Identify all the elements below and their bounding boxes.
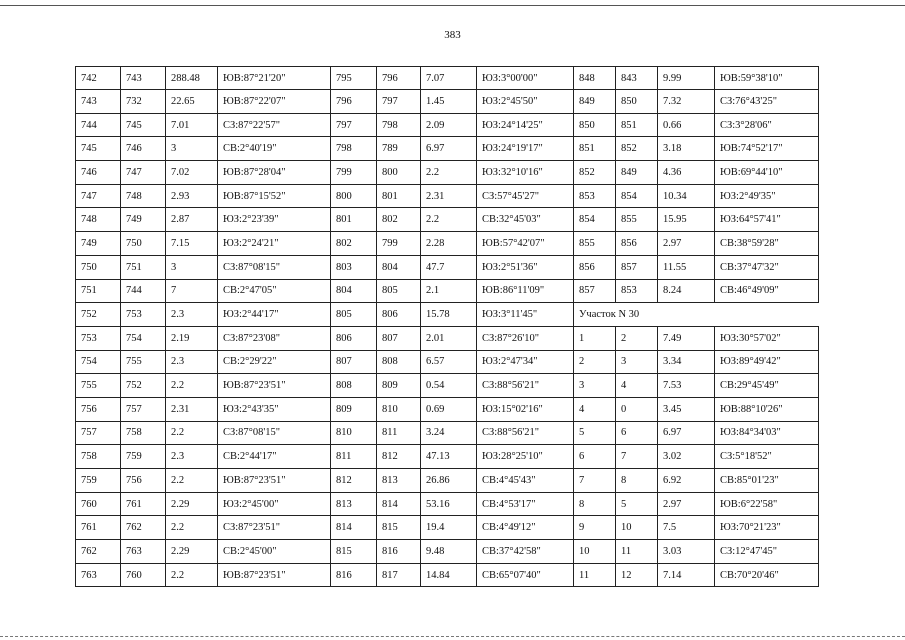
table-cell: 10 <box>574 540 616 564</box>
table-cell: 3 <box>616 350 658 374</box>
table-cell: 743 <box>121 67 166 90</box>
page-bottom-edge <box>0 636 905 637</box>
table-cell: 843 <box>616 67 658 90</box>
table-cell: ЮВ:87°23'51" <box>218 469 331 493</box>
table-cell: 803 <box>331 255 377 279</box>
table-cell: 4.36 <box>658 161 715 185</box>
table-cell: ЮЗ:15°02'16" <box>477 397 574 421</box>
table-cell: 47.13 <box>421 445 477 469</box>
table-cell: 749 <box>76 232 121 256</box>
table-cell: 759 <box>76 469 121 493</box>
table-cell: 812 <box>377 445 421 469</box>
table-cell: 2.2 <box>421 161 477 185</box>
table-cell: 796 <box>331 90 377 114</box>
survey-coordinates-table <box>75 66 819 587</box>
table-cell: 752 <box>76 303 121 327</box>
table-cell: 0.54 <box>421 374 477 398</box>
table-cell: СВ:2°44'17" <box>218 445 331 469</box>
table-cell: СВ:2°45'00" <box>218 540 331 564</box>
table-row <box>76 255 819 279</box>
table-cell: 854 <box>574 208 616 232</box>
table-cell: 763 <box>121 540 166 564</box>
table-cell: 852 <box>574 161 616 185</box>
table-cell: 804 <box>377 255 421 279</box>
table-cell: 814 <box>331 516 377 540</box>
table-cell: ЮЗ:2°47'34" <box>477 350 574 374</box>
table-cell: 811 <box>377 421 421 445</box>
table-cell: 816 <box>377 540 421 564</box>
table-cell: 802 <box>377 208 421 232</box>
table-cell: 2.01 <box>421 326 477 350</box>
table-cell: 850 <box>616 90 658 114</box>
table-cell: 3.03 <box>658 540 715 564</box>
table-cell: СЗ:88°56'21" <box>477 421 574 445</box>
table-cell: СВ:29°45'49" <box>715 374 819 398</box>
table-cell: 798 <box>377 113 421 137</box>
table-cell: 7.01 <box>166 113 218 137</box>
table-cell: 3 <box>574 374 616 398</box>
table-cell: ЮВ:6°22'58" <box>715 492 819 516</box>
table-cell: 808 <box>331 374 377 398</box>
table-cell: 5 <box>616 492 658 516</box>
table-cell: ЮВ:87°21'20" <box>218 67 331 90</box>
table-cell: 2.3 <box>166 350 218 374</box>
table-cell: 798 <box>331 137 377 161</box>
table-row <box>76 113 819 137</box>
table-cell: 757 <box>121 397 166 421</box>
table-cell: 809 <box>377 374 421 398</box>
table-cell: 801 <box>377 184 421 208</box>
table-cell: 754 <box>121 326 166 350</box>
table-cell: СЗ:87°23'08" <box>218 326 331 350</box>
table-cell: 7.32 <box>658 90 715 114</box>
table-cell: ЮВ:69°44'10" <box>715 161 819 185</box>
table-cell: 805 <box>331 303 377 327</box>
table-cell: 855 <box>616 208 658 232</box>
table-cell: ЮЗ:28°25'10" <box>477 445 574 469</box>
table-cell: 2.2 <box>166 516 218 540</box>
table-cell: 3.45 <box>658 397 715 421</box>
table-cell: ЮВ:87°28'04" <box>218 161 331 185</box>
table-cell: 797 <box>331 113 377 137</box>
table-row <box>76 279 819 303</box>
table-row <box>76 303 819 327</box>
table-cell: 2.31 <box>166 397 218 421</box>
table-cell: СВ:37°42'58" <box>477 540 574 564</box>
table-cell: 762 <box>121 516 166 540</box>
table-cell: ЮВ:74°52'17" <box>715 137 819 161</box>
table-cell: ЮЗ:2°51'36" <box>477 255 574 279</box>
table-cell: 751 <box>121 255 166 279</box>
table-cell: 856 <box>574 255 616 279</box>
table-cell: 10 <box>616 516 658 540</box>
table-cell: 761 <box>121 492 166 516</box>
table-cell: 8 <box>616 469 658 493</box>
table-cell: СВ:38°59'28" <box>715 232 819 256</box>
table-cell: 742 <box>76 67 121 90</box>
table-cell: 7.53 <box>658 374 715 398</box>
table-cell: СЗ:87°26'10" <box>477 326 574 350</box>
table-cell: 807 <box>331 350 377 374</box>
table-cell: СВ:2°40'19" <box>218 137 331 161</box>
table-cell: 2.28 <box>421 232 477 256</box>
table-row <box>76 67 819 90</box>
table-cell: СВ:46°49'09" <box>715 279 819 303</box>
table-cell: 19.4 <box>421 516 477 540</box>
table-cell: 2.3 <box>166 303 218 327</box>
table-cell: 53.16 <box>421 492 477 516</box>
table-cell: 749 <box>121 208 166 232</box>
table-cell: СВ:2°47'05" <box>218 279 331 303</box>
table-cell: 857 <box>616 255 658 279</box>
table-cell: 758 <box>76 445 121 469</box>
table-row <box>76 208 819 232</box>
table-cell: 747 <box>76 184 121 208</box>
table-cell: 748 <box>76 208 121 232</box>
table-cell: 6 <box>616 421 658 445</box>
table-cell: ЮВ:87°23'51" <box>218 563 331 587</box>
table-cell: ЮЗ:24°14'25" <box>477 113 574 137</box>
table-cell: ЮЗ:2°24'21" <box>218 232 331 256</box>
table-cell: СЗ:76°43'25" <box>715 90 819 114</box>
table-cell: 1.45 <box>421 90 477 114</box>
table-cell: ЮЗ:89°49'42" <box>715 350 819 374</box>
table-cell: 6.97 <box>658 421 715 445</box>
table-cell: 808 <box>377 350 421 374</box>
table-cell: 796 <box>377 67 421 90</box>
table-cell: СВ:4°49'12" <box>477 516 574 540</box>
table-cell: 2 <box>574 350 616 374</box>
table-cell: 746 <box>121 137 166 161</box>
table-cell: ЮЗ:3°11'45" <box>477 303 574 327</box>
table-cell: 9.99 <box>658 67 715 90</box>
table-cell: СЗ:5°18'52" <box>715 445 819 469</box>
table-cell: СЗ:87°23'51" <box>218 516 331 540</box>
table-cell: 14.84 <box>421 563 477 587</box>
table-cell: 2 <box>616 326 658 350</box>
table-cell: ЮЗ:24°19'17" <box>477 137 574 161</box>
table-cell: ЮЗ:64°57'41" <box>715 208 819 232</box>
table-cell: 815 <box>331 540 377 564</box>
table-cell: 757 <box>76 421 121 445</box>
table-cell: СВ:85°01'23" <box>715 469 819 493</box>
table-cell: 856 <box>616 232 658 256</box>
table-cell: 758 <box>121 421 166 445</box>
table-row <box>76 184 819 208</box>
table-cell: ЮВ:87°23'51" <box>218 374 331 398</box>
table-cell: СВ:32°45'03" <box>477 208 574 232</box>
table-cell: 751 <box>76 279 121 303</box>
table-cell: СЗ:88°56'21" <box>477 374 574 398</box>
table-cell: 800 <box>331 184 377 208</box>
table-cell: 1 <box>574 326 616 350</box>
table-cell: 7.02 <box>166 161 218 185</box>
table-cell: СВ:65°07'40" <box>477 563 574 587</box>
table-cell: СВ:70°20'46" <box>715 563 819 587</box>
table-cell: 6.57 <box>421 350 477 374</box>
table-cell: 753 <box>121 303 166 327</box>
table-cell: 848 <box>574 67 616 90</box>
table-cell: 11 <box>616 540 658 564</box>
table-cell: 802 <box>331 232 377 256</box>
table-cell: 10.34 <box>658 184 715 208</box>
table-cell: 3.02 <box>658 445 715 469</box>
table-cell: 2.87 <box>166 208 218 232</box>
table-cell: ЮЗ:84°34'03" <box>715 421 819 445</box>
table-cell: 7.07 <box>421 67 477 90</box>
table-cell: 2.2 <box>166 374 218 398</box>
table-cell: 746 <box>76 161 121 185</box>
table-cell: 7.14 <box>658 563 715 587</box>
table-cell: ЮЗ:30°57'02" <box>715 326 819 350</box>
table-cell: 814 <box>377 492 421 516</box>
table-cell: 799 <box>331 161 377 185</box>
table-cell: 11 <box>574 563 616 587</box>
table-cell: СВ:37°47'32" <box>715 255 819 279</box>
table-cell: 756 <box>76 397 121 421</box>
table-cell: 2.2 <box>166 421 218 445</box>
table-cell: 2.19 <box>166 326 218 350</box>
table-cell: 744 <box>76 113 121 137</box>
table-cell: 804 <box>331 279 377 303</box>
table-cell: 2.97 <box>658 492 715 516</box>
table-cell: 797 <box>377 90 421 114</box>
section-heading: Участок N 30 <box>579 309 640 321</box>
table-cell: 7.5 <box>658 516 715 540</box>
table-cell: СВ:2°29'22" <box>218 350 331 374</box>
table-cell: 2.09 <box>421 113 477 137</box>
table-cell: 2.3 <box>166 445 218 469</box>
table-cell: 8.24 <box>658 279 715 303</box>
table-cell: 850 <box>574 113 616 137</box>
table-cell: 806 <box>377 303 421 327</box>
table-cell: 853 <box>574 184 616 208</box>
table-cell: 4 <box>574 397 616 421</box>
table-cell: ЮВ:87°15'52" <box>218 184 331 208</box>
table-cell: ЮЗ:2°23'39" <box>218 208 331 232</box>
table-cell: 795 <box>331 67 377 90</box>
table-cell: 855 <box>574 232 616 256</box>
table-row <box>76 492 819 516</box>
table-cell: 15.78 <box>421 303 477 327</box>
table-cell: 755 <box>76 374 121 398</box>
table-cell: 755 <box>121 350 166 374</box>
table-cell: 805 <box>377 279 421 303</box>
table-cell: 806 <box>331 326 377 350</box>
table-cell: 47.7 <box>421 255 477 279</box>
table-cell: ЮЗ:32°10'16" <box>477 161 574 185</box>
table-cell: 7 <box>166 279 218 303</box>
table-cell: СЗ:12°47'45" <box>715 540 819 564</box>
table-cell: 2.29 <box>166 540 218 564</box>
table-cell: 851 <box>616 113 658 137</box>
page-number: 383 <box>444 29 461 41</box>
table-cell: 7 <box>616 445 658 469</box>
table-cell: 732 <box>121 90 166 114</box>
table-cell: 12 <box>616 563 658 587</box>
table-cell: 4 <box>616 374 658 398</box>
table-cell: 754 <box>76 350 121 374</box>
table-row <box>76 516 819 540</box>
table-row <box>76 469 819 493</box>
table-cell: 816 <box>331 563 377 587</box>
table-cell: 752 <box>121 374 166 398</box>
table-row <box>76 397 819 421</box>
table-row <box>76 421 819 445</box>
table-cell: 854 <box>616 184 658 208</box>
table-cell: 2.2 <box>421 208 477 232</box>
table-cell: 811 <box>331 445 377 469</box>
table-cell: 2.31 <box>421 184 477 208</box>
table-cell: 760 <box>121 563 166 587</box>
table-cell: ЮЗ:2°45'50" <box>477 90 574 114</box>
table-cell: 3 <box>166 137 218 161</box>
table-cell: 813 <box>377 469 421 493</box>
table-cell: 2.2 <box>166 563 218 587</box>
table-cell: 761 <box>76 516 121 540</box>
table-cell: 849 <box>574 90 616 114</box>
table-cell: 0 <box>616 397 658 421</box>
table-cell: СЗ:87°08'15" <box>218 421 331 445</box>
table-cell: СЗ:57°45'27" <box>477 184 574 208</box>
table-cell: 7.49 <box>658 326 715 350</box>
page-top-edge <box>0 5 905 6</box>
table-row <box>76 90 819 114</box>
table-cell: 26.86 <box>421 469 477 493</box>
table-cell: СЗ:87°08'15" <box>218 255 331 279</box>
table-cell: 812 <box>331 469 377 493</box>
table-cell: ЮВ:87°22'07" <box>218 90 331 114</box>
table-row <box>76 161 819 185</box>
table-cell: 11.55 <box>658 255 715 279</box>
table-cell: 813 <box>331 492 377 516</box>
table-cell: 7.15 <box>166 232 218 256</box>
table-cell: 0.69 <box>421 397 477 421</box>
table-cell: 2.2 <box>166 469 218 493</box>
table-cell: СВ:4°45'43" <box>477 469 574 493</box>
table-cell: ЮЗ:3°00'00" <box>477 67 574 90</box>
table-cell: 3.34 <box>658 350 715 374</box>
table-cell: ЮЗ:2°43'35" <box>218 397 331 421</box>
table-cell: 810 <box>377 397 421 421</box>
table-cell: 753 <box>76 326 121 350</box>
table-cell: СЗ:87°22'57" <box>218 113 331 137</box>
table-cell: 288.48 <box>166 67 218 90</box>
table-cell: 747 <box>121 161 166 185</box>
table-row <box>76 445 819 469</box>
table-cell: 745 <box>76 137 121 161</box>
table-row <box>76 137 819 161</box>
table-cell: ЮВ:57°42'07" <box>477 232 574 256</box>
table-cell: 6.92 <box>658 469 715 493</box>
table-cell: 744 <box>121 279 166 303</box>
table-cell: 807 <box>377 326 421 350</box>
table-cell: СВ:4°53'17" <box>477 492 574 516</box>
table-cell: 815 <box>377 516 421 540</box>
table-cell: 2.29 <box>166 492 218 516</box>
table-row <box>76 350 819 374</box>
table-cell: 849 <box>616 161 658 185</box>
table-cell: 760 <box>76 492 121 516</box>
table-cell: 6.97 <box>421 137 477 161</box>
table-row <box>76 540 819 564</box>
table-cell: 745 <box>121 113 166 137</box>
table-cell: 762 <box>76 540 121 564</box>
table-cell: 759 <box>121 445 166 469</box>
table-cell: ЮВ:88°10'26" <box>715 397 819 421</box>
table-cell: 6 <box>574 445 616 469</box>
table-cell: 799 <box>377 232 421 256</box>
table-cell: 3.18 <box>658 137 715 161</box>
table-cell: 15.95 <box>658 208 715 232</box>
table-cell: 0.66 <box>658 113 715 137</box>
table-cell: 3 <box>166 255 218 279</box>
table-cell: 2.93 <box>166 184 218 208</box>
table-cell: ЮЗ:2°44'17" <box>218 303 331 327</box>
table-cell: 857 <box>574 279 616 303</box>
table-cell: ЮВ:86°11'09" <box>477 279 574 303</box>
table-cell: 743 <box>76 90 121 114</box>
table-cell: 7 <box>574 469 616 493</box>
table-cell: СЗ:3°28'06" <box>715 113 819 137</box>
table-cell: ЮЗ:2°45'00" <box>218 492 331 516</box>
table-cell: ЮЗ:2°49'35" <box>715 184 819 208</box>
table-cell: 853 <box>616 279 658 303</box>
table-cell: 8 <box>574 492 616 516</box>
table-cell: 2.97 <box>658 232 715 256</box>
table-cell: 810 <box>331 421 377 445</box>
table-cell: 9.48 <box>421 540 477 564</box>
table-row <box>76 232 819 256</box>
table-cell: 9 <box>574 516 616 540</box>
table-cell: 800 <box>377 161 421 185</box>
table-cell: 851 <box>574 137 616 161</box>
table-row <box>76 563 819 587</box>
table-cell: 763 <box>76 563 121 587</box>
table-cell: 809 <box>331 397 377 421</box>
table-cell: 748 <box>121 184 166 208</box>
table-row <box>76 326 819 350</box>
table-cell: 756 <box>121 469 166 493</box>
table-cell: ЮЗ:70°21'23" <box>715 516 819 540</box>
table-cell: 2.1 <box>421 279 477 303</box>
table-cell: 5 <box>574 421 616 445</box>
table-cell: 852 <box>616 137 658 161</box>
table-cell: 750 <box>121 232 166 256</box>
table-cell: 3.24 <box>421 421 477 445</box>
table-cell: 22.65 <box>166 90 218 114</box>
table-cell: 750 <box>76 255 121 279</box>
table-cell: 801 <box>331 208 377 232</box>
table-cell: 817 <box>377 563 421 587</box>
table-cell: 789 <box>377 137 421 161</box>
table-row <box>76 374 819 398</box>
table-cell: ЮВ:59°38'10" <box>715 67 819 90</box>
